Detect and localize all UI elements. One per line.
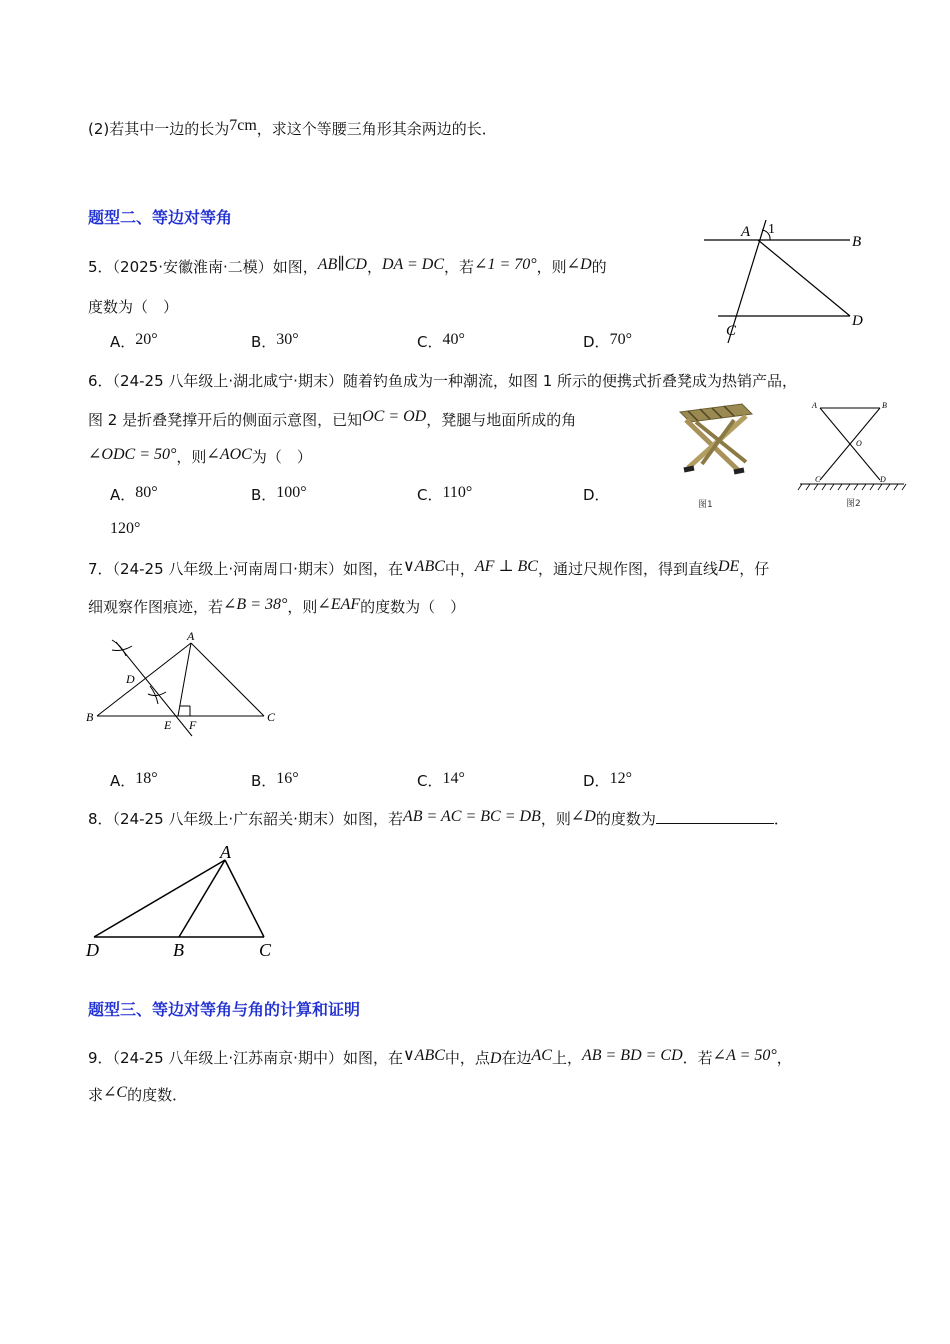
q6-option-b[interactable]: B．100° <box>251 484 307 504</box>
q7-side-ab <box>97 643 191 716</box>
q4-length: 7cm <box>229 117 257 134</box>
q8-label-d: D <box>86 940 99 960</box>
fig2-label-a: A <box>812 401 817 410</box>
fig2-label-c: C <box>815 475 821 484</box>
q6-line2: 图 2 是折叠凳撑开后的侧面示意图，已知OC = OD，凳腿与地面所成的角 <box>88 408 577 429</box>
q5-label-b: B <box>852 234 862 250</box>
q6-line1: 6．（24-25 八年级上·湖北咸宁·期末）随着钓鱼成为一种潮流，如图 1 所示的便携式折叠凳成为热销产品， <box>88 372 798 390</box>
q5-number: 5． <box>88 258 113 276</box>
q7-option-d[interactable]: D．12° <box>583 770 632 790</box>
fig2-ground-hatch <box>798 484 906 490</box>
fig2-label-d: D <box>880 475 886 484</box>
q6-option-a[interactable]: A．80° <box>110 484 158 504</box>
q7-number: 7． <box>88 560 113 578</box>
q8-side-ab <box>179 860 225 937</box>
q6-line3: ∠ODC = 50°，则∠AOC为（ ） <box>88 446 312 466</box>
q5-option-a[interactable]: A．20° <box>110 331 158 351</box>
q6-number: 6． <box>88 372 113 390</box>
q8-label-a: A <box>220 842 231 862</box>
q5-figure <box>700 215 900 345</box>
q7-option-b[interactable]: B．16° <box>251 770 299 790</box>
q7-altitude-af <box>178 643 191 716</box>
q7-label-e: E <box>164 718 172 732</box>
section-heading-2: 题型二、等边对等角 <box>88 208 233 227</box>
q7-label-b: B <box>86 710 94 724</box>
q9-number: 9． <box>88 1049 113 1067</box>
q6-figure-1-caption: 图1 <box>698 500 713 510</box>
q5-option-b[interactable]: B．30° <box>251 331 299 351</box>
q8-line1: 8．（24-25 八年级上·广东韶关·期末）如图，若AB = AC = BC = DB，则∠D的度数为 ． <box>88 808 789 828</box>
q8-side-da <box>94 860 225 937</box>
q6-figure-1-stool <box>672 398 762 508</box>
q7-side-ac <box>191 643 264 716</box>
q7-option-c[interactable]: C．14° <box>417 770 465 790</box>
q7-label-d: D <box>126 672 135 686</box>
q9-line1: 9．（24-25 八年级上·江苏南京·期中）如图，在∨ABC中，点D在边AC上，AB = BD = CD．若∠A = 50°， <box>88 1047 792 1067</box>
q9-line2: 求∠C的度数． <box>88 1084 188 1104</box>
q5-label-1: 1 <box>768 222 775 237</box>
q5-line2: 度数为（ ） <box>88 298 179 316</box>
q7-label-a: A <box>187 629 195 643</box>
q6-figure-2-caption: 图2 <box>846 499 861 509</box>
q7-line-de <box>116 642 192 736</box>
fig2-label-o: O <box>856 439 862 448</box>
q8-label-c: C <box>259 940 272 960</box>
q8-answer-blank[interactable] <box>656 809 774 824</box>
q5-label-a: A <box>741 224 751 240</box>
q7-figure <box>86 628 286 740</box>
q8-label-b: B <box>173 940 184 960</box>
q4-part2: (2)若其中一边的长为7cm，求这个等腰三角形其余两边的长． <box>88 117 497 138</box>
q7-label-f: F <box>189 718 197 732</box>
q7-option-a[interactable]: A．18° <box>110 770 158 790</box>
q5-label-c: C <box>726 323 737 339</box>
fig2-label-b: B <box>882 401 887 410</box>
q6-option-d-value: 120° <box>110 520 141 537</box>
q5-option-d[interactable]: D．70° <box>583 331 632 351</box>
q5-line1: 5．（2025·安徽淮南·二模）如图，AB∥CD，DA = DC，若∠1 = 70°，则∠D的 <box>88 256 607 276</box>
q7-label-c: C <box>267 710 276 724</box>
section-heading-3: 题型三、等边对等角与角的计算和证明 <box>88 1000 361 1019</box>
q5-option-c[interactable]: C．40° <box>417 331 465 351</box>
q6-figure-2 <box>798 398 908 510</box>
q7-line2: 细观察作图痕迹，若∠B = 38°，则∠EAF的度数为（ ） <box>88 596 466 616</box>
q6-option-c[interactable]: C．110° <box>417 484 473 504</box>
q8-side-ac <box>225 860 264 937</box>
q5-label-d: D <box>852 313 863 329</box>
q8-figure <box>82 842 292 962</box>
q7-line1: 7．（24-25 八年级上·河南周口·期末）如图，在∨ABC中，AF ⊥ BC，通过尺规作图，得到直线DE，仔 <box>88 558 770 578</box>
q6-option-d[interactable]: D． <box>583 486 610 504</box>
q5-line-ad <box>758 240 850 316</box>
q8-number: 8． <box>88 810 113 828</box>
